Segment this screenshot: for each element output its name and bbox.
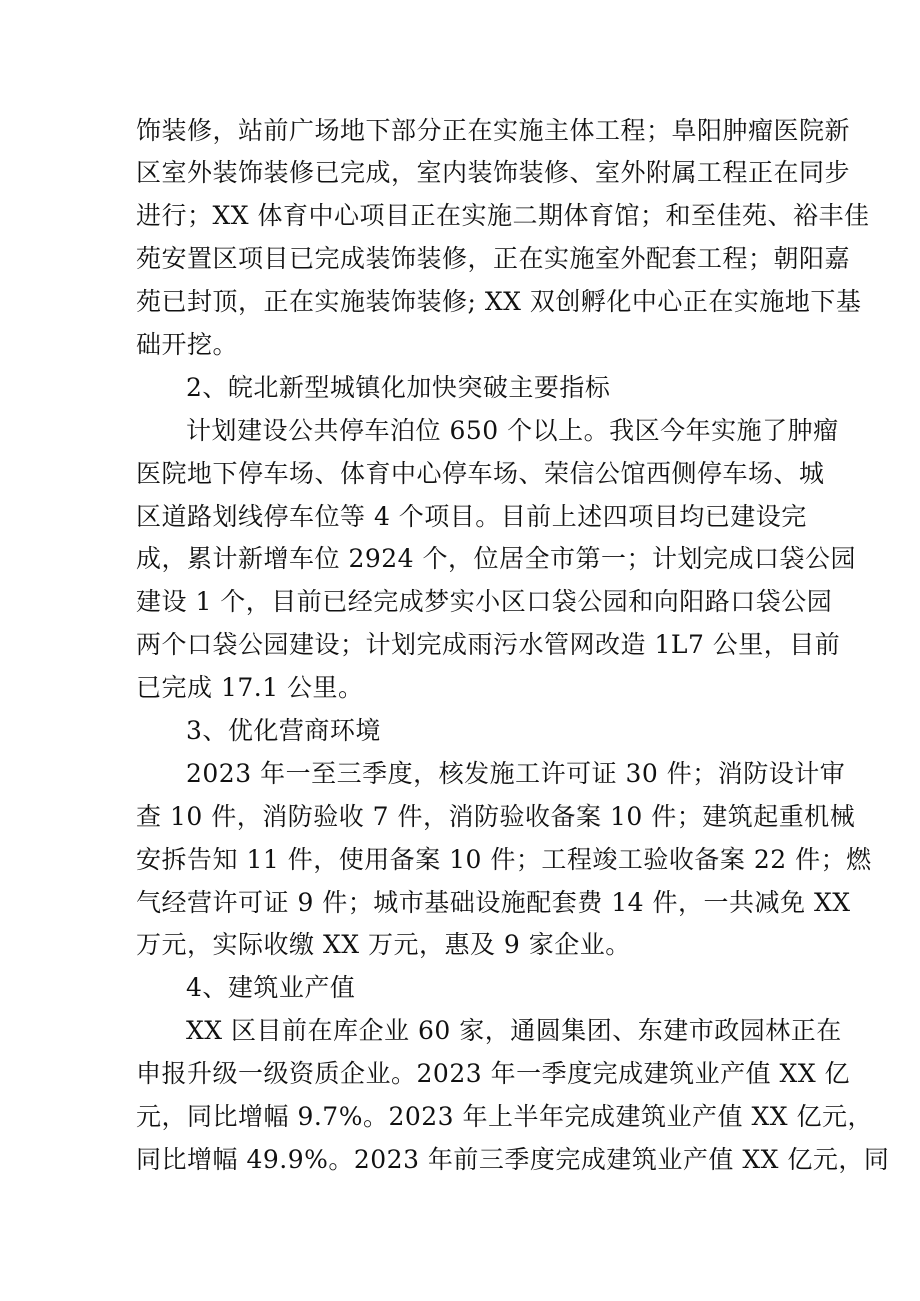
text-line: 苑已封顶，正在实施装饰装修; XX 双创孵化中心正在实施地下基 <box>136 287 862 316</box>
section-heading: 4、建筑业产值 <box>186 973 356 1002</box>
text-line: 建设 1 个，目前已经完成梦实小区口袋公园和向阳路口袋公园 <box>136 587 833 616</box>
text-line: 同比增幅 49.9%。2023 年前三季度完成建筑业产值 XX 亿元，同 <box>136 1145 890 1174</box>
text-line: 2023 年一至三季度，核发施工许可证 30 件；消防设计审 <box>186 759 846 788</box>
text-line: 元，同比增幅 9.7%。2023 年上半年完成建筑业产值 XX 亿元， <box>136 1102 874 1131</box>
text-line: 查 10 件，消防验收 7 件，消防验收备案 10 件；建筑起重机械 <box>136 802 856 831</box>
text-line: XX 区目前在库企业 60 家，通圆集团、东建市政园林正在 <box>186 1016 842 1045</box>
text-line: 两个口袋公园建设；计划完成雨污水管网改造 1L7 公里，目前 <box>136 630 841 659</box>
text-line: 区道路划线停车位等 4 个项目。目前上述四项目均已建设完 <box>136 502 807 531</box>
text-line: 饰装修，站前广场地下部分正在实施主体工程；阜阳肿瘤医院新 <box>136 116 851 145</box>
text-line: 万元，实际收缴 XX 万元，惠及 9 家企业。 <box>136 930 631 959</box>
text-line: 进行；XX 体育中心项目正在实施二期体育馆；和至佳苑、裕丰佳 <box>136 201 870 230</box>
text-line: 苑安置区项目已完成装饰装修，正在实施室外配套工程；朝阳嘉 <box>136 244 851 273</box>
text-line: 已完成 17.1 公里。 <box>136 673 364 702</box>
text-line: 区室外装饰装修已完成，室内装饰装修、室外附属工程正在同步 <box>136 158 851 187</box>
text-line: 申报升级一级资质企业。2023 年一季度完成建筑业产值 XX 亿 <box>136 1059 851 1088</box>
section-heading: 2、皖北新型城镇化加快突破主要指标 <box>186 373 611 402</box>
text-line: 安拆告知 11 件，使用备案 10 件；工程竣工验收备案 22 件；燃 <box>136 845 872 874</box>
text-line: 气经营许可证 9 件；城市基础设施配套费 14 件，一共减免 XX <box>136 888 851 917</box>
text-line: 础开挖。 <box>136 330 239 359</box>
text-line: 成，累计新增车位 2924 个，位居全市第一；计划完成口袋公园 <box>136 544 857 573</box>
text-line: 医院地下停车场、体育中心停车场、荣信公馆西侧停车场、城 <box>136 459 825 488</box>
text-line: 计划建设公共停车泊位 650 个以上。我区今年实施了肿瘤 <box>186 416 839 445</box>
section-heading: 3、优化营商环境 <box>186 716 381 745</box>
